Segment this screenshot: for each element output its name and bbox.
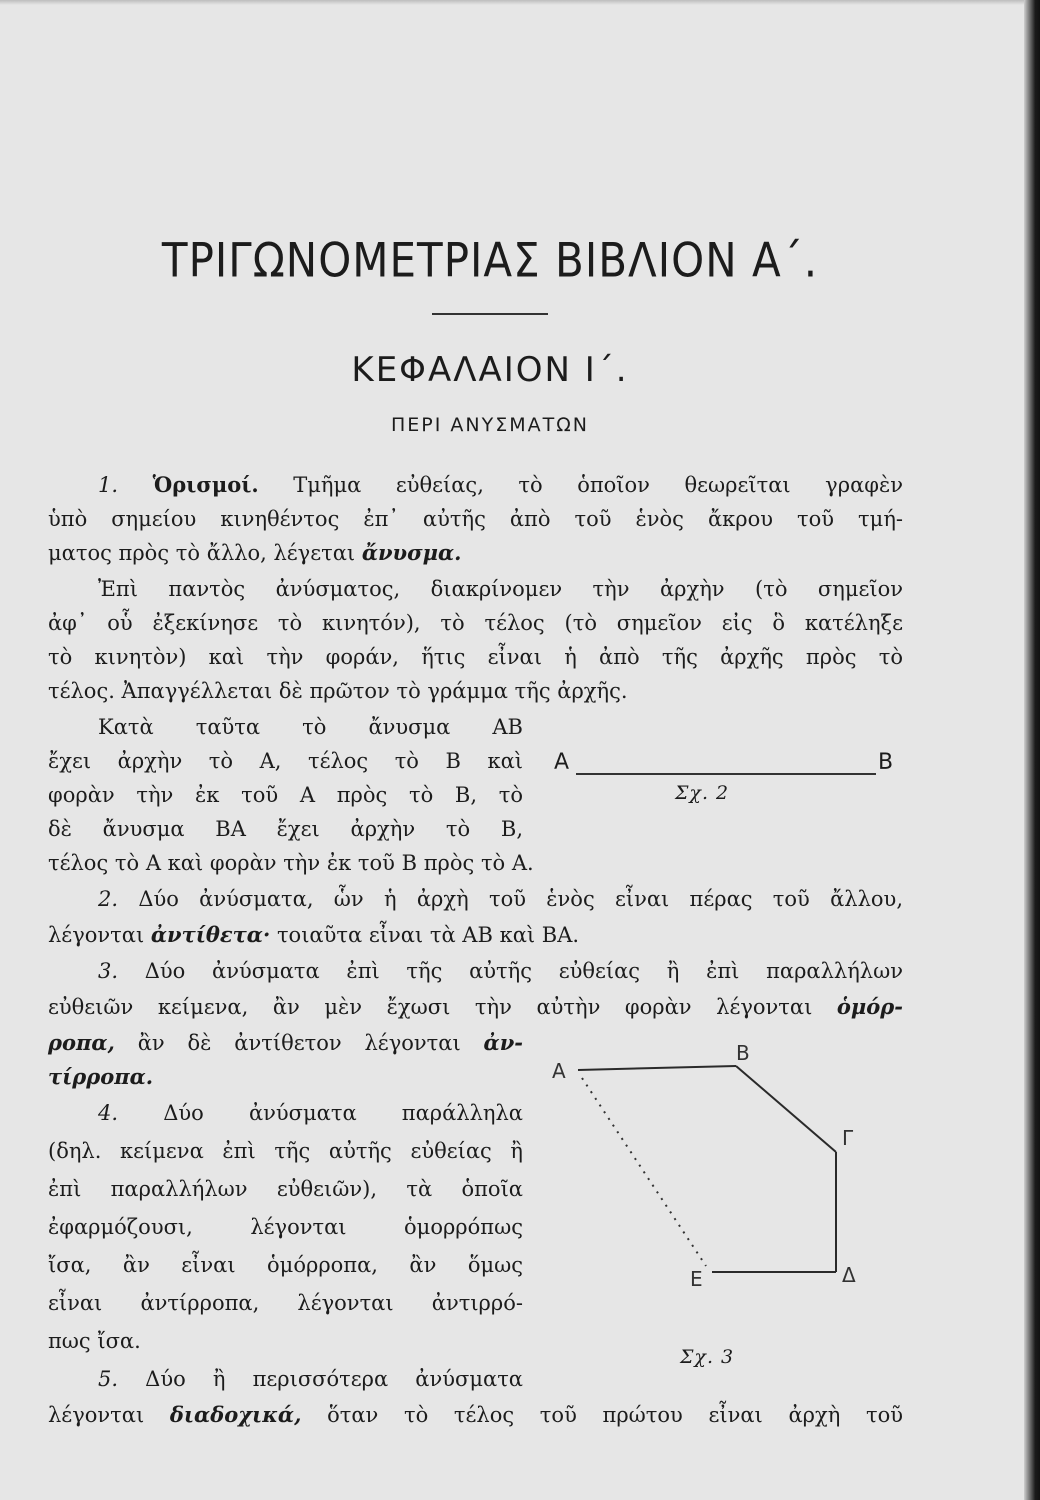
p6-line-7: πως ἴσα. (48, 1329, 141, 1353)
fig3-label-e: Ε (690, 1267, 703, 1291)
p2-line-1: Ἐπὶ παντὸς ἀνύσματος, διακρίνομεν τὴν ἀρχὴν (τὸ σημεῖον (98, 577, 903, 601)
fig2-vector-ab (576, 773, 876, 775)
p1-line-1 (98, 468, 903, 502)
p1-line-3 (48, 536, 903, 570)
p7-line-1-text: Δύο ἢ περισσότερα ἀνύσματα (145, 1367, 523, 1391)
p2-line-2: ἀφ᾿ οὗ ἐξεκίνησε τὸ κινητόν), τὸ τέλος (τὸ σημεῖον εἰς ὃ κατέληξε (48, 611, 903, 635)
fig2-label-a: Α (554, 750, 570, 775)
fig3-vector-bg (736, 1066, 836, 1152)
p7-line-1 (98, 1362, 523, 1396)
fig2-label-b: Β (878, 750, 894, 775)
title-divider (432, 313, 548, 315)
p4-line-1-text: Δύο ἀνύσματα, ὧν ἡ ἀρχὴ τοῦ ἑνὸς εἶναι πέρας τοῦ ἄλλου, (138, 887, 903, 911)
p5-line-3 (48, 1026, 523, 1060)
fig3-label-g: Γ (842, 1126, 854, 1150)
p6-line-1-text: Δύο ἀνύσματα παράλληλα (163, 1101, 523, 1125)
p2-line-4: τέλος. Ἀπαγγέλλεται δὲ πρῶτον τὸ γράμμα τῆς ἀρχῆς. (48, 679, 628, 703)
fig3-vector-ab (578, 1066, 736, 1070)
term-homorropa-2: ροπα, (48, 1030, 115, 1055)
p7-line-2-a: λέγονται (48, 1403, 170, 1427)
p5-number: 3. (98, 959, 145, 983)
term-antirropa-1: ἀν- (483, 1030, 523, 1055)
chapter-heading: ΚΕΦΑΛΑΙΟΝ Ι΄. (351, 350, 629, 390)
p4-line-1 (98, 882, 903, 916)
p7-number: 5. (98, 1367, 146, 1391)
term-homorropa-1: ὁμόρ- (836, 994, 903, 1019)
p4-number: 2. (98, 887, 139, 911)
book-title: ΤΡΙΓΩΝΟΜΕΤΡΙΑΣ ΒΙΒΛΙΟΝ Α΄. (161, 233, 819, 288)
p4-line-2-a: λέγονται (48, 923, 151, 947)
p6-line-1 (98, 1096, 523, 1130)
p6-line-5: ἴσα, ἂν εἶναι ὁμόρροπα, ἂν ὅμως (48, 1253, 523, 1277)
fig3-label-b: Β (736, 1041, 750, 1065)
p6-line-6: εἶναι ἀντίρροπα, λέγονται ἀντιρρό- (48, 1291, 523, 1315)
fig3-label-a: Α (552, 1059, 566, 1083)
page-spine-shadow (1024, 0, 1040, 1500)
p3-line-1: Κατὰ ταῦτα τὸ ἄνυσμα ΑΒ (98, 715, 523, 739)
p6-line-3: ἐπὶ παραλλήλων εὐθειῶν), τὰ ὁποῖα (48, 1177, 523, 1201)
fig3-label-d: Δ (842, 1263, 856, 1287)
p1-line-1-text: Τμῆμα εὐθείας, τὸ ὁποῖον θεωρεῖται γραφὲν (258, 473, 903, 497)
term-anysma: ἄνυσμα. (361, 540, 462, 565)
p5-line-1-text: Δύο ἀνύσματα ἐπὶ τῆς αὐτῆς εὐθείας ἢ ἐπὶ παραλλήλων (144, 959, 903, 983)
p3-line-4: δὲ ἄνυσμα ΒΑ ἔχει ἀρχὴν τὸ Β, (48, 817, 523, 841)
p6-line-2: (δηλ. κείμενα ἐπὶ τῆς αὐτῆς εὐθείας ἢ (48, 1139, 523, 1163)
p4-line-2 (48, 918, 903, 952)
p3-line-3: φορὰν τὴν ἐκ τοῦ Α πρὸς τὸ Β, τὸ (48, 783, 523, 807)
p3-line-2: ἔχει ἀρχὴν τὸ Α, τέλος τὸ Β καὶ (48, 749, 523, 773)
p5-line-2-a: εὐθειῶν κείμενα, ἂν μὲν ἔχωσι τὴν αὐτὴν φορὰν λέγονται (48, 995, 837, 1019)
page-top-shadow (0, 0, 1040, 5)
fig3-caption: Σχ. 3 (680, 1346, 735, 1368)
p5-line-1 (98, 954, 903, 988)
p1-heading: Ὁρισμοί. (152, 472, 259, 497)
figure-3 (540, 1040, 880, 1340)
term-antirropa-2: τίρροπα. (48, 1064, 154, 1089)
section-heading: ΠΕΡΙ ΑΝΥΣΜΑΤΩΝ (391, 414, 589, 436)
p3-line-5: τέλος τὸ Α καὶ φορὰν τὴν ἐκ τοῦ Β πρὸς τὸ Α. (48, 851, 534, 875)
term-diadochika: διαδοχικά, (169, 1402, 302, 1427)
p1-line-2: ὑπὸ σημείου κινηθέντος ἐπ᾿ αὐτῆς ἀπὸ τοῦ ἑνὸς ἄκρου τοῦ τμή- (48, 507, 903, 531)
p4-line-2-b: τοιαῦτα εἶναι τὰ ΑΒ καὶ ΒΑ. (270, 923, 580, 947)
p6-number: 4. (98, 1101, 164, 1125)
p7-line-2 (48, 1398, 903, 1432)
p5-line-3-b: ἂν δὲ ἀντίθετον λέγονται (114, 1031, 484, 1055)
p6-line-4: ἐφαρμόζουσι, λέγονται ὁμορρόπως (48, 1215, 523, 1239)
p1-number: 1. (98, 473, 153, 497)
p1-line-3-text: ματος πρὸς τὸ ἄλλο, λέγεται (48, 541, 362, 565)
p5-line-2 (48, 990, 903, 1024)
p2-line-3: τὸ κινητὸν) καὶ τὴν φοράν, ἥτις εἶναι ἡ ἀπὸ τῆς ἀρχῆς πρὸς τὸ (48, 645, 903, 669)
fig3-dotted-ae (582, 1078, 706, 1266)
p7-line-2-b: ὅταν τὸ τέλος τοῦ πρώτου εἶναι ἀρχὴ τοῦ (301, 1403, 904, 1427)
term-antitheta: ἀντίθετα· (150, 922, 271, 947)
fig2-caption: Σχ. 2 (675, 782, 730, 804)
